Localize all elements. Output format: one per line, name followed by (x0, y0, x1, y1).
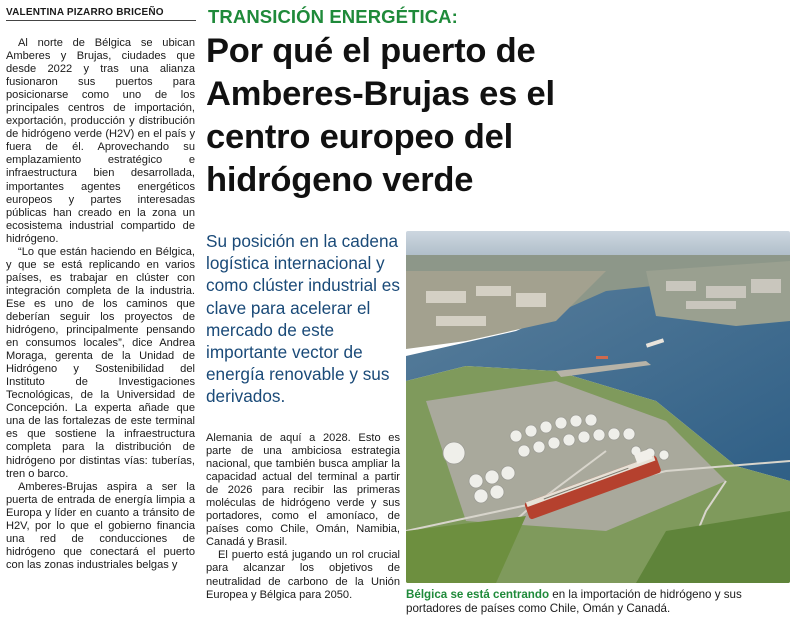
port-aerial-illustration (406, 231, 790, 583)
photo-caption (406, 588, 792, 616)
left-column (6, 37, 195, 572)
paragraph: El puerto está jugando un rol crucial para alcanzar los objetivos de neutralidad de carbono de la Unión Europea y Bélgica para 2050. (206, 549, 400, 601)
paragraph: Amberes-Brujas aspira a ser la puerta de entrada de energía limpia a Europa y líder en cuanto a tránsito de H2V, por lo que el gobierno financia una red de conducciones de hidrógeno que conectará el puerto con las zonas industriales belgas y (6, 480, 195, 571)
lede: Su posición en la cadena logística internacional y como clúster industrial es clave para acelerar el mercado de este importante vector de energía renovable y sus derivados. (206, 231, 400, 407)
headline: Por qué el puerto de Amberes-Brujas es el centro europeo del hidrógeno verde (206, 32, 555, 199)
middle-column (206, 432, 400, 602)
section-kicker: TRANSICIÓN ENERGÉTICA: (208, 6, 458, 27)
port-aerial-photo (406, 231, 790, 583)
paragraph: Alemania de aquí a 2028. Esto es parte de una ambiciosa estrategia nacional, que también busca ampliar la capacidad actual del terminal a partir de 2026 para recibir las primeras moléculas de hidrógeno verde y sus portadores, como el amoníaco, de países como Chile, Omán, Namibia, Canadá y Brasil. (206, 432, 400, 549)
caption-highlight: Bélgica se está centrando (406, 588, 550, 601)
paragraph: “Lo que están haciendo en Bélgica, y que se está replicando en varios países, es trabajar en clúster con integración completa de la industria. Ese es uno de los caminos que deberían seguir los proyectos de hidrógeno, principalmente pensando en consumos locales”, dice Andrea Moraga, gerenta de la Unidad de Hidrógeno y Sostenibilidad del Instituto de Investigaciones Tecnológicas, de la Universidad de Concepción. La experta añade que una de las fortalezas de este terminal es que sostiene la infraestructura completa para la distribución de hidrógeno por distintas vías: tuberías, tren o barco. (6, 245, 195, 480)
paragraph: Al norte de Bélgica se ubican Amberes y Brujas, ciudades que desde 2022 y tras una alianza fusionaron sus puertos para posicionarse como uno de los principales centros de importación, exportación, producción y distribución de hidrógeno verde (H2V) en el país y fuera de él. Aprovechando su emplazamiento estratégico e infraestructura bien desarrollada, importantes agentes energéticos europeos y partes interesadas públicas han creado en la zona un ecosistema industrial compartido de hidrógeno. (6, 37, 195, 245)
caption-text: en la importación de hidrógeno y sus portadores de países como Chile, Omán y Canadá. (406, 588, 742, 615)
byline: VALENTINA PIZARRO BRICEÑO (6, 7, 196, 21)
